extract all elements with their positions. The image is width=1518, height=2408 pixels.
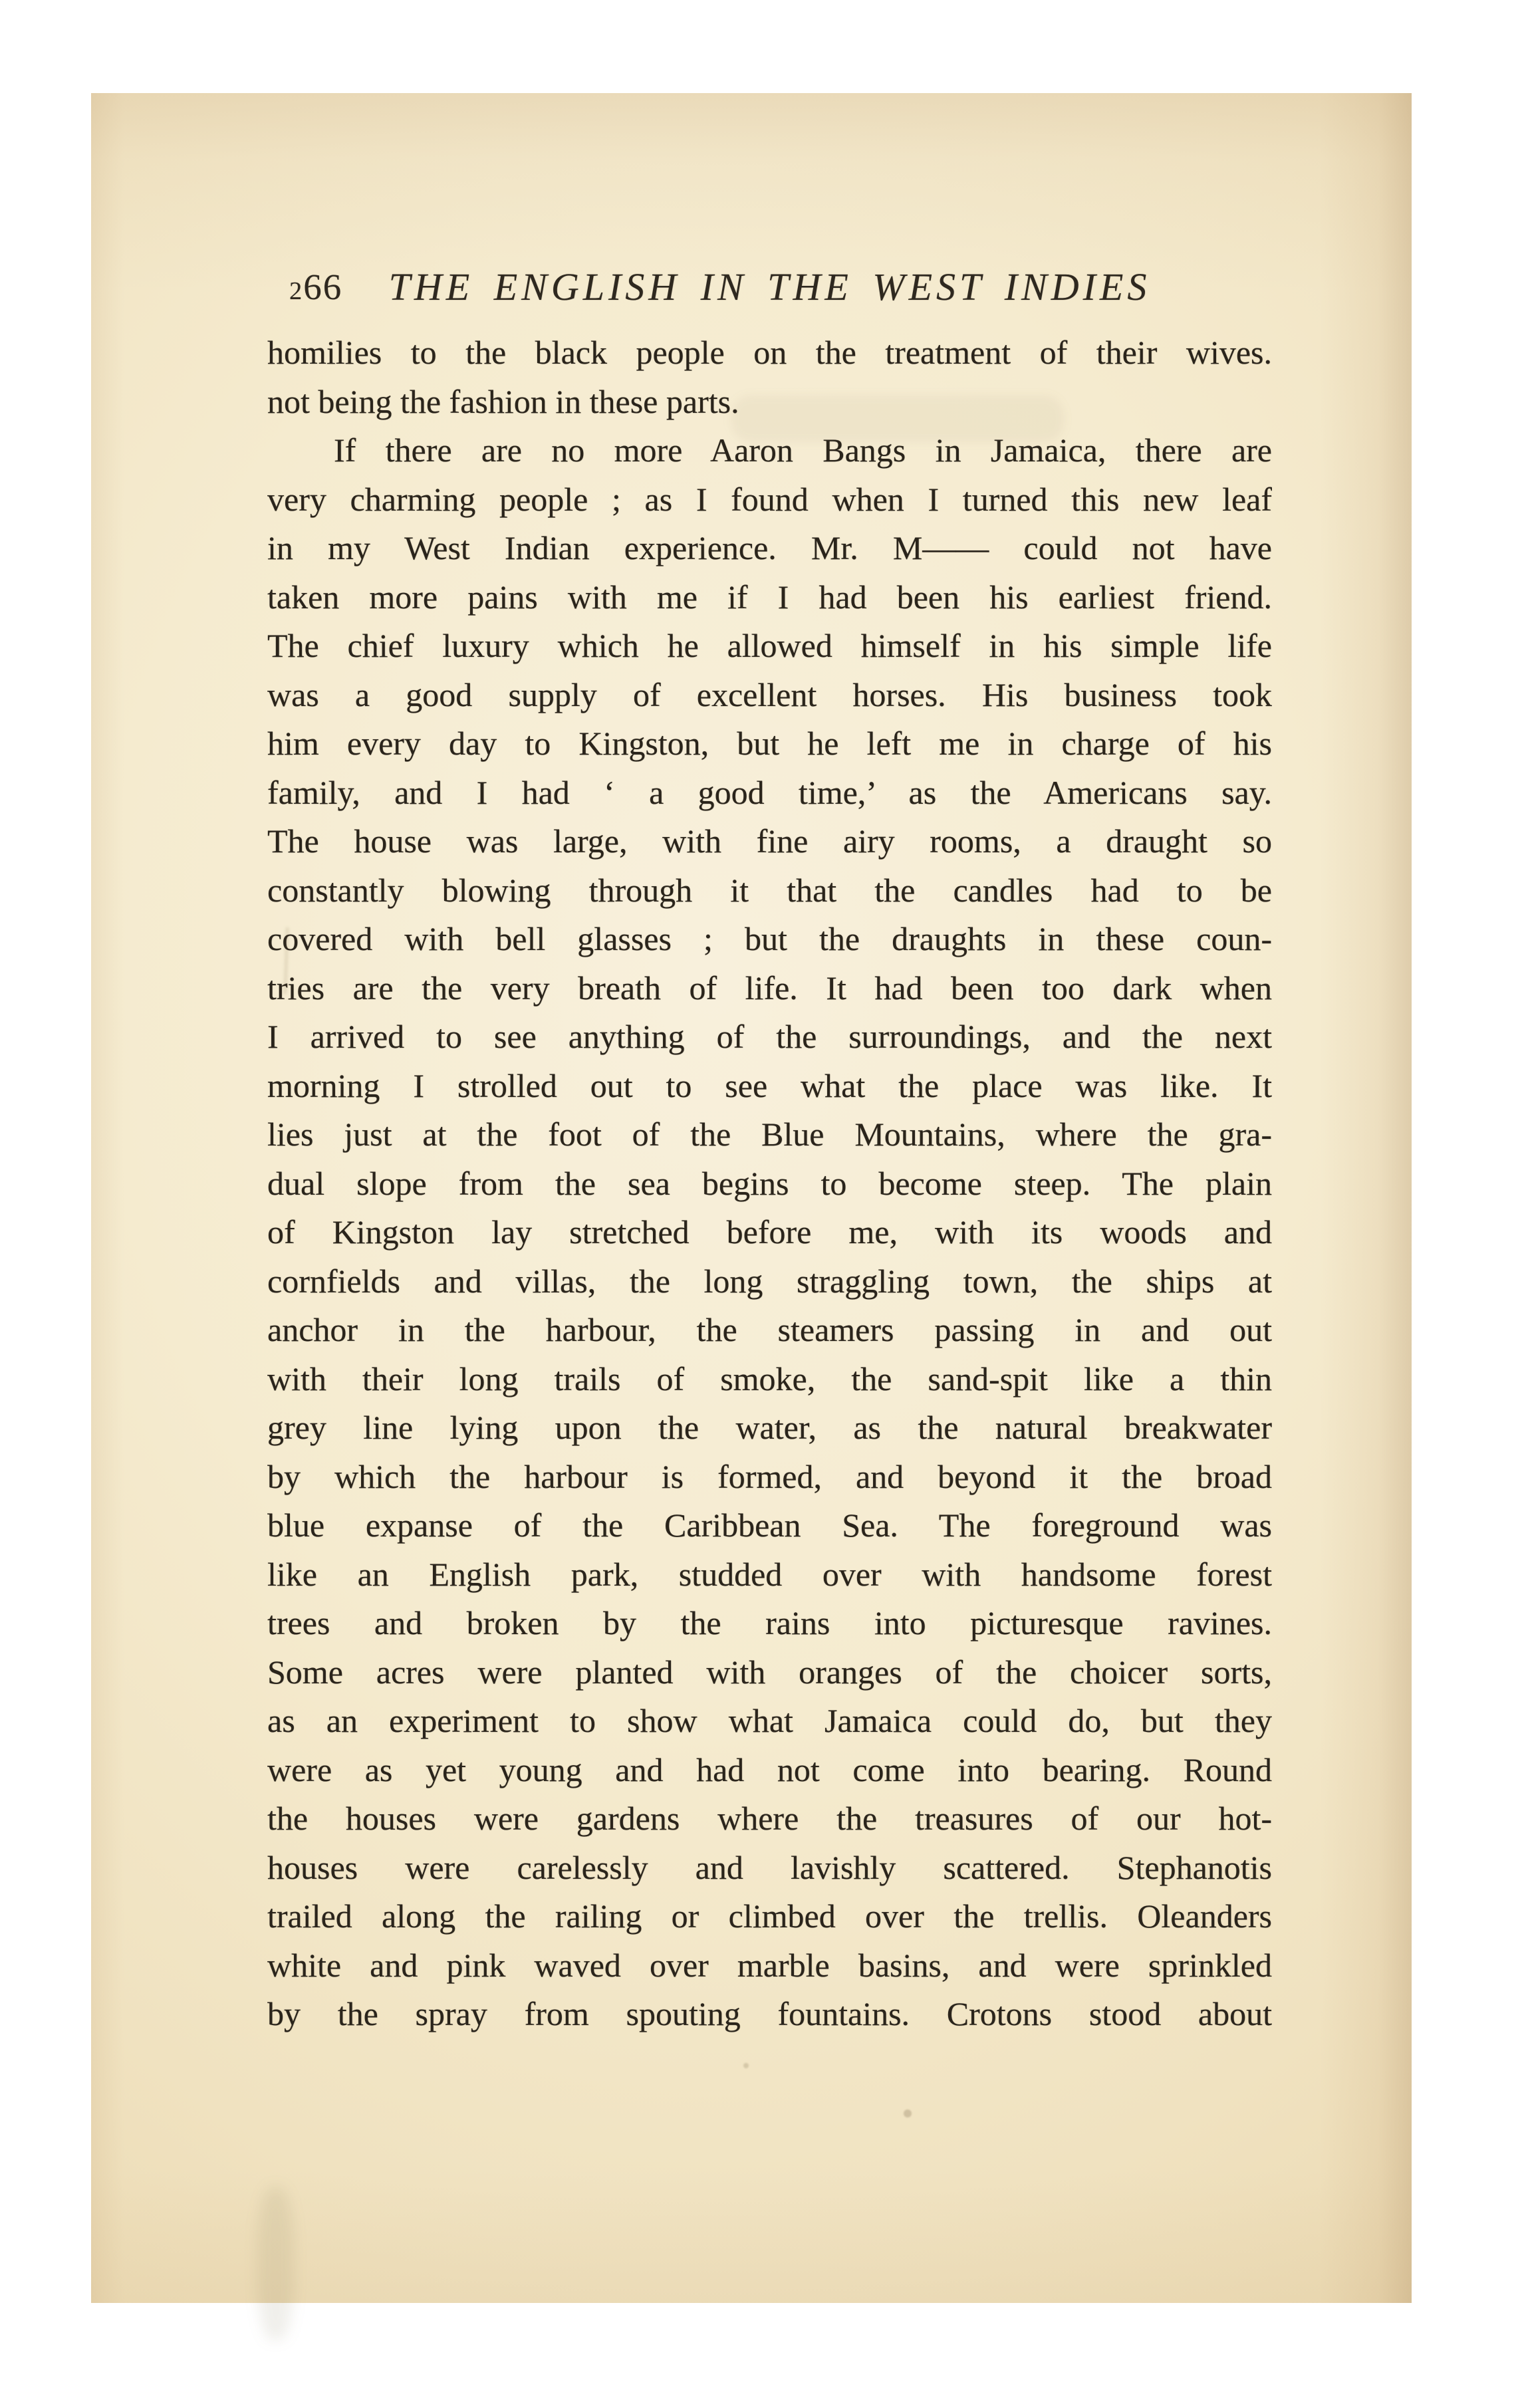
text-line: morning I strolled out to see what the place was like. It <box>267 1066 1272 1104</box>
text-line: homilies to the black people on the treatment of their wives. <box>267 334 1272 371</box>
text-line: him every day to Kingston, but he left me in charge of his <box>267 725 1272 762</box>
text-line: blue expanse of the Caribbean Sea. The foreground was <box>267 1506 1272 1544</box>
book-page <box>91 93 1412 2303</box>
text-line: The house was large, with fine airy rooms, a draught so <box>267 822 1272 860</box>
text-line: was a good supply of excellent horses. His business took <box>267 675 1272 713</box>
text-line: not being the fashion in these parts. <box>267 382 739 420</box>
text-line: dual slope from the sea begins to become steep. The plain <box>267 1164 1272 1202</box>
text-line: like an English park, studded over with handsome forest <box>267 1555 1272 1593</box>
text-line: lies just at the foot of the Blue Mountains, where the gra- <box>267 1116 1272 1153</box>
running-title: THE ENGLISH IN THE WEST INDIES <box>388 265 1151 308</box>
text-line: the houses were gardens where the treasures of our hot- <box>267 1800 1272 1837</box>
text-line: houses were carelessly and lavishly scattered. Stephanotis <box>267 1848 1272 1886</box>
text-line: trees and broken by the rains into picturesque ravines. <box>267 1604 1272 1641</box>
text-line: family, and I had ‘ a good time,’ as the Americans say. <box>267 773 1272 811</box>
paper-stain-speck <box>743 2063 749 2068</box>
text-line: white and pink waved over marble basins, and were sprinkled <box>267 1946 1272 1984</box>
paper-stain-smudge <box>257 2187 294 2340</box>
text-line: anchor in the harbour, the steamers passing in and out <box>267 1311 1272 1348</box>
text-line: cornfields and villas, the long straggling town, the ships at <box>267 1262 1272 1300</box>
text-line: The chief luxury which he allowed himself in his simple life <box>267 627 1272 664</box>
text-line: were as yet young and had not come into bearing. Round <box>267 1750 1272 1788</box>
text-line: by which the harbour is formed, and beyond it the broad <box>267 1457 1272 1495</box>
text-line: as an experiment to show what Jamaica could do, but they <box>267 1702 1272 1739</box>
text-line: constantly blowing through it that the candles had to be <box>267 871 1272 909</box>
text-line: trailed along the railing or climbed over the trellis. Oleanders <box>267 1897 1272 1935</box>
paper-stain-dot <box>904 2109 912 2117</box>
text-line: tries are the very breath of life. It had been too dark when <box>267 969 1272 1007</box>
text-line: by the spray from spouting fountains. Crotons stood about <box>267 1995 1272 2032</box>
text-line: If there are no more Aaron Bangs in Jamaica, there are <box>334 431 1272 469</box>
page-header <box>267 261 1272 314</box>
body-text <box>267 328 1272 2039</box>
text-line: taken more pains with me if I had been his earliest friend. <box>267 578 1272 616</box>
text-line: grey line lying upon the water, as the natural breakwater <box>267 1409 1272 1446</box>
text-line: in my West Indian experience. Mr. M—— could not have <box>267 529 1272 566</box>
text-line: with their long trails of smoke, the sand-spit like a thin <box>267 1360 1272 1397</box>
text-line: I arrived to see anything of the surroundings, and the next <box>267 1018 1272 1055</box>
text-line: covered with bell glasses ; but the draughts in these coun- <box>267 920 1272 957</box>
page-number: 266 <box>289 267 343 307</box>
text-line: of Kingston lay stretched before me, with its woods and <box>267 1213 1272 1251</box>
text-line: Some acres were planted with oranges of the choicer sorts, <box>267 1653 1272 1691</box>
text-line: very charming people ; as I found when I turned this new leaf <box>267 480 1272 518</box>
